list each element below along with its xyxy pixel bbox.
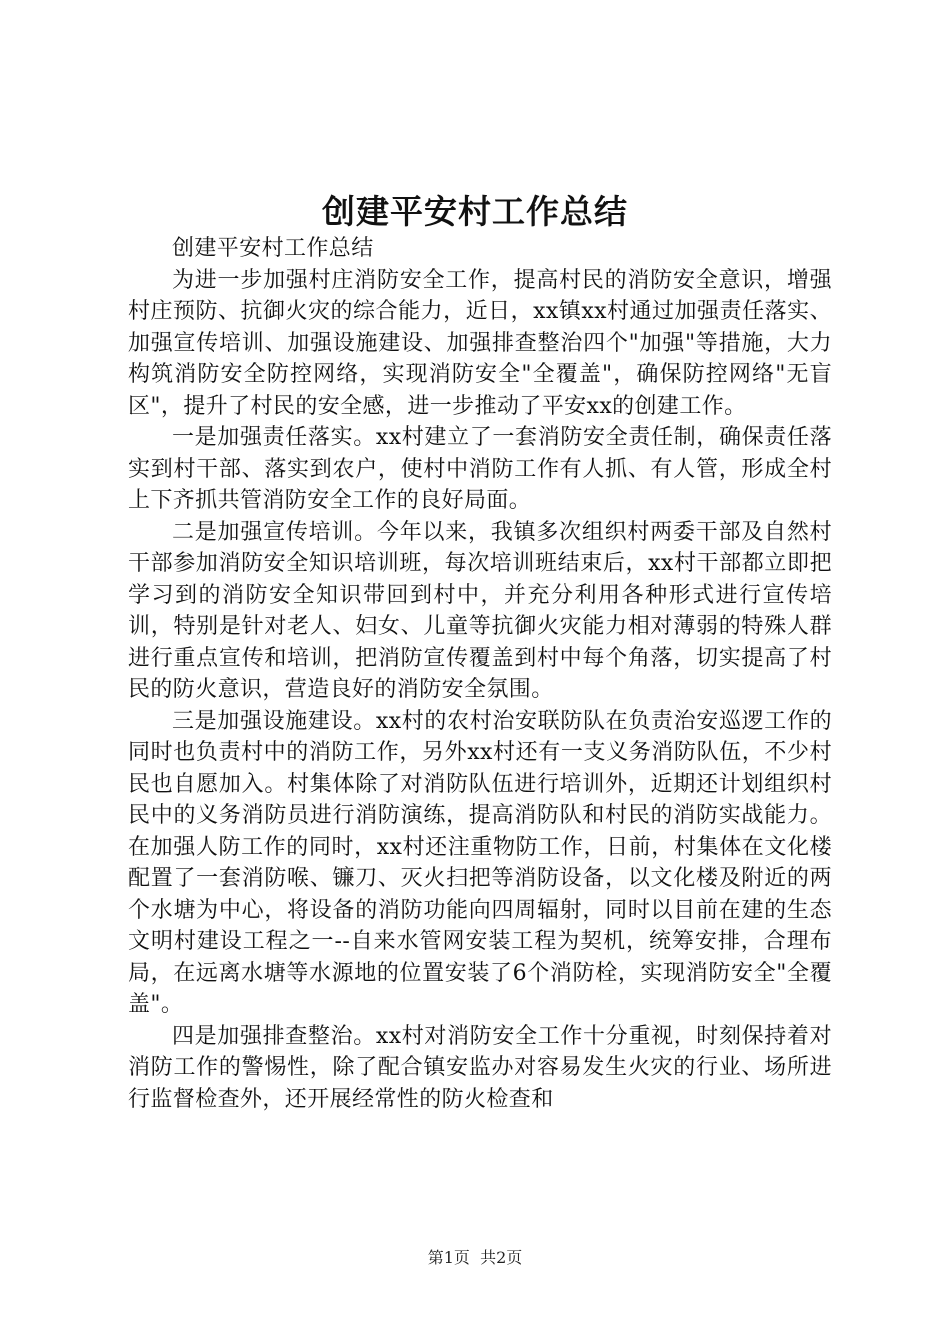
training-paragraph: 二是加强宣传培训。今年以来，我镇多次组织村两委干部及自然村干部参加消防安全知识培训班，每次培训班结束后，xx村干部都立即把学习到的消防安全知识带回到村中，并充分利用各种形式进行宣传培训，特别是针对老人、妇女、儿童等抗御火灾能力相对薄弱的特殊人群进行重点宣传和培训，把消防宣传覆盖到村中每个角落，切实提高了村民的防火意识，营造良好的消防安全氛围。	[128, 519, 832, 702]
facilities-paragraph: 三是加强设施建设。xx村的农村治安联防队在负责治安巡逻工作的同时也负责村中的消防工作，另外xx村还有一支义务消防队伍，不少村民也自愿加入。村集体除了对消防队伍进行培训外，近期还计划组织村民中的义务消防员进行消防演练，提高消防队和村民的消防实战能力。在加强人防工作的同时，xx村还注重物防工作，日前，村集体在文化楼配置了一套消防喉、镰刀、灭火扫把等消防设备，以文化楼及附近的两个水塘为中心，将设备的消防功能向四周辐射，同时以目前在建的生态文明村建设工程之一--自来水管网安装工程为契机，统筹安排，合理布局，在远离水塘等水源地的位置安装了6个消防栓，实现消防安全"全覆盖"。	[128, 708, 832, 1017]
intro-paragraph: 为进一步加强村庄消防安全工作，提高村民的消防安全意识，增强村庄预防、抗御火灾的综合能力，近日，xx镇xx村通过加强责任落实、加强宣传培训、加强设施建设、加强排查整治四个"加强"等措施，大力构筑消防安全防控网络，实现消防安全"全覆盖"，确保防控网络"无盲区"，提升了村民的安全感，进一步推动了平安xx的创建工作。	[128, 267, 832, 419]
responsibility-paragraph: 一是加强责任落实。xx村建立了一套消防安全责任制，确保责任落实到村干部、落实到农户，使村中消防工作有人抓、有人管，形成全村上下齐抓共管消防安全工作的良好局面。	[128, 425, 832, 513]
document-title: 创建平安村工作总结	[322, 192, 628, 231]
inspection-paragraph: 四是加强排查整治。xx村对消防安全工作十分重视，时刻保持着对消防工作的警惕性，除了配合镇安监办对容易发生火灾的行业、场所进行监督检查外，还开展经常性的防火检查和	[128, 1023, 832, 1112]
subtitle-paragraph: 创建平安村工作总结	[172, 236, 374, 261]
document-body	[128, 233, 832, 1115]
page-indicator: 第1页 共2页	[427, 1248, 523, 1267]
page-footer	[0, 1245, 950, 1268]
